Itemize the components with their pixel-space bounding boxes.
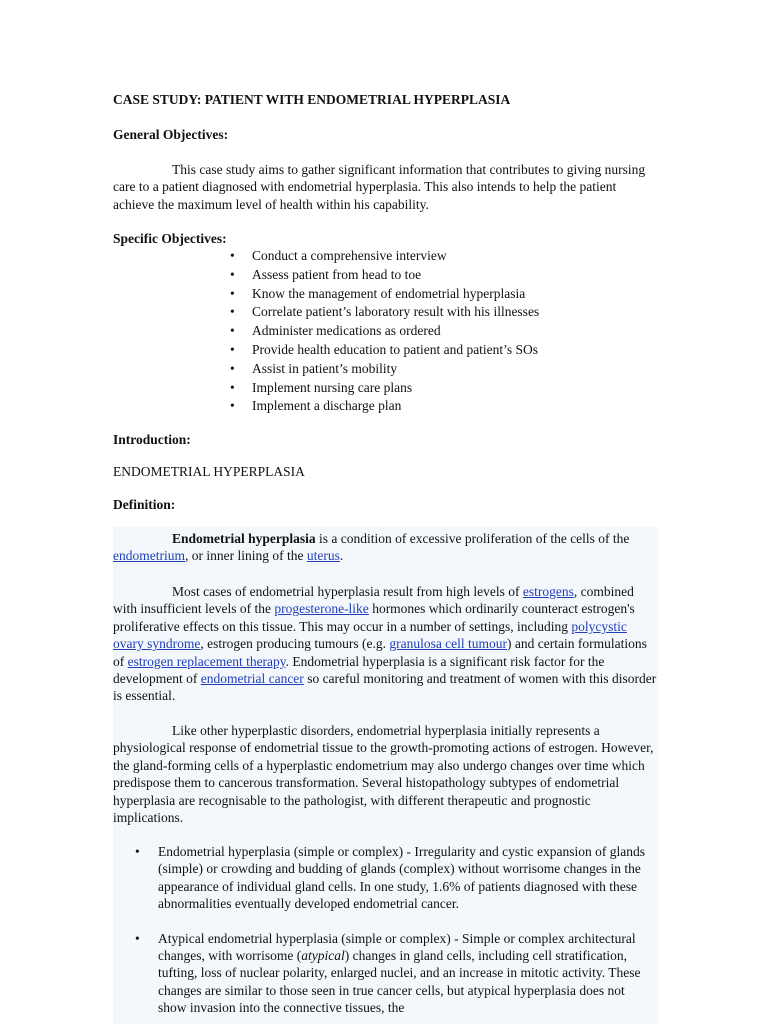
hyperplastic-disorders-paragraph: Like other hyperplastic disorders, endometrial hyperplasia initially represents a physiological response of endometrial tissue to the growth-promoting actions of estrogen. However, the gland-forming cells of a hyperplastic endometrium may also undergo changes over time which predispose them to cancerous transformation. Several histopathology subtypes of endometrial hyperplasia are recognisable to the pathologist, with different therapeutic and prognostic implications. — [113, 723, 654, 826]
list-item: • Endometrial hyperplasia (simple or complex) - Irregularity and cystic expansion of glands (simple) or crowding and budding of glands (complex) without worrisome changes in the appearance of individual gland cells. In one study, 1.6% of patients diagnosed with these abnormalities eventually developed endometrial cancer. — [135, 843, 655, 913]
list-item: • Provide health education to patient and patient’s SOs — [230, 341, 650, 360]
causes-paragraph: Most cases of endometrial hyperplasia result from high levels of estrogens, combined with insufficient levels of the progesterone-like hormones which ordinarily counteract estrogen's proliferative effects on this tissue. This may occur in a number of settings, including polycystic ovary syndrome, estrogen producing tumours (e.g. granulosa cell tumour) and certain formulations of estrogen replacement therapy. Endometrial hyperplasia is a significant risk factor for the development of endometrial cancer so careful monitoring and treatment of women with this disorder is essential. — [113, 584, 657, 704]
polycystic-ovary-syndrome-link[interactable]: polycystic ovary syndrome — [113, 618, 627, 652]
endometrial-cancer-link[interactable]: endometrial cancer — [200, 671, 304, 687]
general-objectives-text: This case study aims to gather significant information that contributes to giving nursing care to a patient diagnosed with endometrial hyperplasia. This also intends to help the patient achieve the maximum level of health within his capability. — [113, 162, 646, 212]
list-item: • Assist in patient’s mobility — [230, 360, 650, 379]
specific-objectives-list — [230, 247, 650, 416]
estrogen-replacement-therapy-link[interactable]: estrogen replacement therapy — [127, 653, 286, 669]
topic-heading: ENDOMETRIAL HYPERPLASIA — [113, 464, 305, 479]
list-item: • Correlate patient’s laboratory result with his illnesses — [230, 303, 650, 322]
definition-heading: Definition: — [113, 497, 176, 512]
introduction-heading: Introduction: — [113, 432, 191, 447]
granulosa-cell-tumour-link[interactable]: granulosa cell tumour — [389, 636, 508, 652]
endometrium-link[interactable]: endometrium — [113, 548, 185, 564]
list-item: • Atypical endometrial hyperplasia (simple or complex) - Simple or complex architectural changes, with worrisome (atypical) changes in gland cells, including cell stratification, tufting, loss of nuclear polarity, enlarged nuclei, and an increase in mitotic activity. These changes are similar to those seen in true cancer cells, but atypical hyperplasia does not show invasion into the connective tissues, the — [135, 930, 655, 1017]
list-item: • Know the management of endometrial hyperplasia — [230, 285, 650, 304]
atypical-emphasis: atypical — [301, 948, 345, 964]
subtypes-list — [135, 843, 655, 1034]
list-item: • Conduct a comprehensive interview — [230, 247, 650, 266]
list-item: • Assess patient from head to toe — [230, 266, 650, 285]
definition-paragraph: Endometrial hyperplasia is a condition of excessive proliferation of the cells of the endometrium, or inner lining of the uterus. — [113, 531, 630, 564]
list-item: • Implement a discharge plan — [230, 397, 650, 416]
specific-objectives-heading: Specific Objectives: — [113, 231, 227, 246]
list-item: • Administer medications as ordered — [230, 322, 650, 341]
term-endometrial-hyperplasia: Endometrial hyperplasia — [172, 531, 316, 546]
document-title: CASE STUDY: PATIENT WITH ENDOMETRIAL HYPERPLASIA — [113, 92, 511, 107]
uterus-link[interactable]: uterus — [306, 548, 340, 564]
estrogens-link[interactable]: estrogens — [522, 584, 574, 599]
progesterone-like-link[interactable]: progesterone-like — [274, 601, 369, 617]
general-objectives-heading: General Objectives: — [113, 127, 229, 142]
list-item: • Implement nursing care plans — [230, 379, 650, 398]
